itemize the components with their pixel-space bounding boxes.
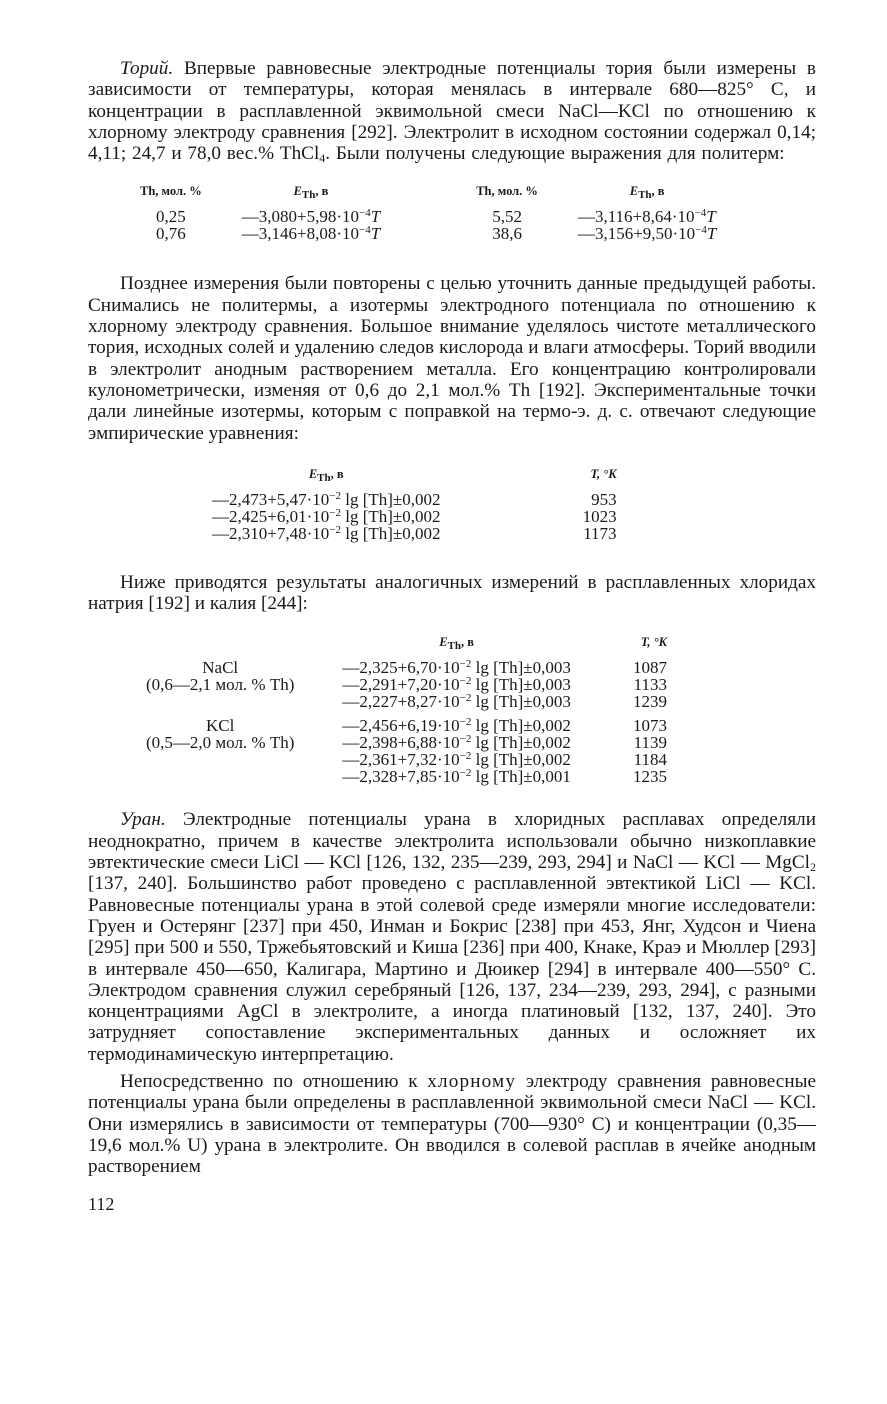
- table-row: 0,25 $—3,080+5,98\cdot 10^{-4}T$ 5,52 $—3,116+8,64\cdot 10^{-4}T$: [156, 207, 716, 227]
- page-number: 112: [88, 1193, 115, 1214]
- col-temperature: T, °K: [640, 635, 667, 650]
- salt-range: (0,5—2,0 мол. % Th): [146, 733, 295, 753]
- salt-label: NaCl: [202, 658, 239, 678]
- col-th-mol: Th, мол. %: [476, 184, 538, 199]
- paragraph-uranium: Уран. Электродные потенциалы урана в хлоридных расплавах определяли неоднократно, причем в качестве электролита использовали обычно низкоплавкие эвтектические смеси LiCl — KCl [126, 132, 235—239, 293, 294] и NaCl — KCl — MgCl$_2$ [137, 240]. Большинство работ проведено с расплавленной эвтектикой LiCl — KCl. Равновесные потенциалы урана в этой солевой среде измеряли многие исследователи: Груен и Остерянг [237] при 450, Инман и Бокрис [238] при 453, Янг, Худсон и Чиена [295] при 500 и 550, Тржебьятовский и Киша [236] при 400, Кнаке, Краэ и Мюллер [293] в интервале 450—650, Калигара, Мартино и Дюикер [294] в интервале 400—550° С. Электродом сравнения служил серебряный [126, 137, 234—239, 293, 294], с разными концентрациями AgCl в электролите, а иногда платиновый [132, 137, 240]. Это затрудняет сопоставление экспериментальных данных и осложняет их термодинамическую интерпретацию.: [88, 809, 816, 1065]
- section-title-thorium: Торий.: [120, 58, 174, 79]
- table-row: $—2,425+6,01\cdot 10^{-2}$ lg [Th]±0,002 1023: [212, 506, 617, 526]
- table-row: (0,6—2,1 мол. % Th) $—2,291+7,20\cdot 10^{-2}$ lg [Th]±0,003 1133: [146, 675, 667, 695]
- col-th-mol: Th, мол. %: [140, 184, 202, 199]
- section-title-uranium: Уран.: [120, 809, 166, 831]
- table-row: KCl $—2,456+6,19\cdot 10^{-2}$ lg [Th]±0,002 1073: [146, 710, 667, 734]
- table-row: $—2,227+8,27\cdot 10^{-2}$ lg [Th]±0,003 1239: [342, 692, 667, 712]
- table-polytherms: [140, 183, 716, 242]
- paragraph-later: Позднее измерения были повторены с целью уточнить данные предыдущей работы. Снимались не политермы, а изотермы электродного потенциала по отношению к хлорному электроду сравнения. Большое внимание уделялось чистоте металлического тория, исходных солей и удалению следов кислорода и влаги атмосферы. Торий вводили в электролит анодным растворением металла. Его концентрацию контролировали кулонометрически, изменяя от 0,6 до 2,1 мол.% Th [192]. Экспериментальные точки дали линейные изотермы, которым с поправкой на термо-э. д. с. отвечают следующие эмпирические уравнения:: [88, 273, 816, 444]
- table-row: $—2,473+5,47\cdot 10^{-2}$ lg [Th]±0,002 953: [212, 489, 617, 509]
- col-e-th: $E_{Th}$, в: [629, 184, 665, 202]
- table-chlorides: [146, 634, 667, 785]
- table-row: $—2,361+7,32\cdot 10^{-2}$ lg [Th]±0,002 1184: [342, 750, 667, 770]
- table-row: (0,5—2,0 мол. % Th) $—2,398+6,88\cdot 10^{-2}$ lg [Th]±0,002 1139: [146, 733, 667, 753]
- col-e-th: $E_{Th}$, в: [439, 635, 475, 653]
- table-row: $—2,310+7,48\cdot 10^{-2}$ lg [Th]±0,002 1173: [212, 523, 617, 543]
- salt-range: (0,6—2,1 мол. % Th): [146, 675, 295, 695]
- table-isotherms: [212, 466, 617, 542]
- table-row: $—2,328+7,85\cdot 10^{-2}$ lg [Th]±0,001 1235: [342, 767, 667, 787]
- salt-label: KCl: [206, 716, 235, 736]
- table-row: NaCl $—2,325+6,70\cdot 10^{-2}$ lg [Th]±0,003 1087: [146, 659, 667, 676]
- paragraph-direct: Непосредственно по отношению к хлорному электроду сравнения равновесные потенциалы урана были определены в расплавленной эквимольной смеси NaCl — KCl. Они измерялись в зависимости от температуры (700—930° С) и концентрации (0,35—19,6 мол.% U) урана в электролите. Он вводился в солевой расплав в ячейке анодным растворением: [88, 1071, 816, 1178]
- col-temperature: T, °K: [590, 466, 617, 481]
- col-e-th: $E_{Th}$, в: [308, 466, 344, 484]
- paragraph-thorium: Торий. Впервые равновесные электродные потенциалы тория были измерены в зависимости от температуры, которая менялась в интервале 680—825° С, и концентрации в расплавленной эквимольной смеси NaCl—KCl по отношению к хлорному электроду сравнения [292]. Электролит в исходном состоянии содержал 0,14; 4,11; 24,7 и 78,0 вес.% ThCl$_4$. Были получены следующие выражения для политерм:: [88, 58, 816, 166]
- table-row: 0,76 $—3,146+8,08\cdot 10^{-4}T$ 38,6 $—3,156+9,50\cdot 10^{-4}T$: [156, 224, 717, 244]
- page-content: [88, 58, 816, 1215]
- col-e-th: $E_{Th}$, в: [293, 184, 329, 202]
- paragraph-below: Ниже приводятся результаты аналогичных измерений в расплавленных хлоридах натрия [192] и калия [244]:: [88, 571, 816, 615]
